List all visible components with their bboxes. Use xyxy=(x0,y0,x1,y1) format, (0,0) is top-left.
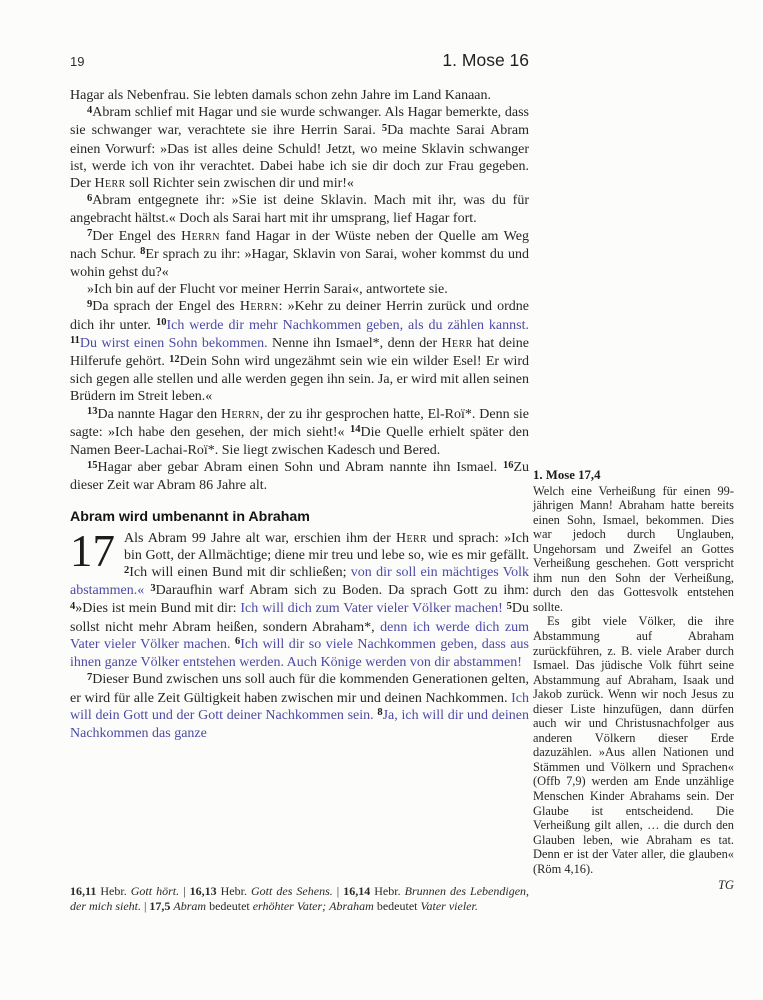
text-run: | xyxy=(179,884,190,898)
verse-number: 5 xyxy=(381,122,388,134)
text-run: Es gibt viele Völker, die ihre Abstammung auf Abraham zurückführen, z. B. viele Araber durch Ismael. Das jüdische Volk führt seine Abstammung auf Abraham, Isaak und Jakob zurück. Wenn wir noch Jesus zu dieser Liste hinzufügen, dann dürfen auch wir und Christusnachfolger aus anderen Völkern dieser Erde dazuzählen. »Aus allen Nationen und Stämmen und Völkern und Sprachen« (Offb 7,9) werden am Ende unzählige Menschen Kinder Abrahams sein. Der Glaube ist entscheidend. Die Verheißung gilt allen, … die durch den Glauben leben, wie Abraham es tat. Denn er ist der Vater aller, die glauben« (Röm 4,16). xyxy=(533,614,734,876)
verse-number: 3 xyxy=(150,582,156,594)
verse-number: 9 xyxy=(87,298,93,310)
verse-number: 12 xyxy=(169,353,180,365)
text-run: Gott des Sehens. xyxy=(251,884,333,898)
text-run: Herr xyxy=(94,176,126,192)
text-run: Da sprach der Engel des xyxy=(92,299,240,315)
text-run: Abram schlief mit Hagar und sie wurde schwanger. Als Hagar bemerkte, dass sie schwanger war, verachtete sie ihre Herrin Sarai. xyxy=(70,105,529,139)
verse-number: 4 xyxy=(70,600,76,612)
commentary-author-initials: TG xyxy=(718,878,734,893)
text-run: Ja, ich will dir und deinen Nachkommen das ganze xyxy=(70,707,529,741)
text-run: | xyxy=(141,899,150,914)
page-header xyxy=(70,50,529,71)
text-run: und sprach: »Ich bin Gott, der Allmächtige; diene mir treu und lebe so, wie es mir gefällt. xyxy=(124,530,529,563)
paragraph xyxy=(533,484,734,615)
scripture-column xyxy=(70,87,529,742)
verse-number: 6 xyxy=(234,636,241,648)
text-run: 16,11 xyxy=(70,884,97,898)
text-run: Da nannte Hagar den xyxy=(97,406,222,422)
verse-number: 8 xyxy=(377,707,383,719)
text-run: Abram xyxy=(173,899,207,914)
verse-number: 5 xyxy=(506,600,512,612)
text-run: Abram entgegnete ihr: »Sie ist deine Sklavin. Mach mit ihr, was du für angebracht hältst.« Doch als Sarai hart mit ihr umsprang, lief Hagar fort. xyxy=(70,193,529,227)
text-run: Als Abram 99 Jahre alt war, erschien ihm der xyxy=(124,530,396,546)
text-run: Hagar aber gebar Abram einen Sohn und Abram nannte ihn Ismael. xyxy=(97,460,503,476)
verse-number: 10 xyxy=(155,317,167,329)
paragraph xyxy=(70,459,529,494)
text-run: Welch eine Verheißung für einen 99-jährigen Mann! Abraham hatte bereits einen Sohn, Ismael, bekommen. Dies war jedoch durch Unglauben, Ungehorsam und Zweifel an Gottes Verheißung geschehen. Gott verspricht ihm nun den Sohn der Verheißung, durch den das Gottesvolk entstehen sollte. xyxy=(533,483,734,614)
running-head: 1. Mose 16 xyxy=(442,50,529,70)
text-run: hat deine Hilferufe gehört. xyxy=(70,335,530,370)
verse-number: 16 xyxy=(502,459,514,471)
text-run: Nenne ihn Ismael*, denn der xyxy=(267,335,442,351)
text-run: Daraufhin warf Abram sich zu Boden. Da sprach Gott zu ihm: xyxy=(155,583,529,599)
text-run: Da machte Sarai Abram einen Vorwurf: »Das ist alles deine Schuld! Jetzt, wo meine Sklavin schwanger ist, werde ich von ihr verachtet. Dabei habe ich sie dir doch zur Frau gegeben. Der xyxy=(70,123,529,192)
text-run: Brunnen des Lebendigen, der mich sieht. xyxy=(70,884,530,914)
text-run: Er sprach zu ihr: »Hagar, Sklavin von Sarai, woher kommst du und wohin gehst du?« xyxy=(70,246,529,281)
verse-number: 15 xyxy=(87,459,98,471)
verse-number: 2 xyxy=(124,564,130,576)
text-run: : »Kehr zu deiner Herrin zurück und ordne dich ihr unter. xyxy=(70,299,529,333)
text-run: Dieser Bund zwischen uns soll auch für die kommenden Generationen gelten, er wird für alle Zeit Gültigkeit haben zwischen mir und deinen Nachkommen. xyxy=(70,672,529,706)
text-run: Hebr. xyxy=(96,884,131,898)
text-run: Ich will dich zum Vater vieler Völker machen! xyxy=(240,601,503,617)
text-run: Herrn xyxy=(221,406,260,422)
text-run: »Ich bin auf der Flucht vor meiner Herrin Sarai«, antwortete sie. xyxy=(87,282,448,298)
text-run: »Dies ist mein Bund mit dir: xyxy=(75,601,241,617)
text-run: Abraham xyxy=(329,899,374,914)
paragraph xyxy=(70,104,529,192)
footnotes xyxy=(70,884,529,914)
verse-number: 8 xyxy=(140,246,146,258)
paragraph xyxy=(70,406,529,460)
chapter-number: 17 xyxy=(70,525,115,576)
text-run: Hagar als Nebenfrau. Sie lebten damals schon zehn Jahre im Land Kanaan. xyxy=(70,88,492,103)
paragraph xyxy=(70,298,529,405)
verse-number: 11 xyxy=(70,335,80,347)
text-run: Der Engel des xyxy=(92,228,182,244)
text-run: soll Richter sein zwischen dir und mir!« xyxy=(125,176,354,192)
text-run: Du sollst nicht mehr Abram heißen, sondern Abraham*, xyxy=(70,601,530,635)
text-run: Hebr. xyxy=(216,884,252,898)
paragraph xyxy=(70,228,529,282)
verse-number: 14 xyxy=(349,424,361,436)
text-run: Ich werde dir mehr Nachkommen geben, als du zählen kannst. xyxy=(166,317,529,333)
text-run: Vater vieler. xyxy=(420,899,478,914)
paragraph xyxy=(70,281,529,298)
text-run: Ich will dein Gott und der Gott deiner Nachkommen sein. xyxy=(70,690,529,723)
text-run: Dein Sohn wird ungezähmt sein wie ein wilder Esel! Er wird sich gegen alle stellen und alle werden gegen ihn sein. Ja, er wird mit allen seinen Brüdern im Streit leben.« xyxy=(70,354,529,405)
text-run: Ich will einen Bund mit dir schließen; xyxy=(129,565,351,581)
section-heading: Abram wird umbenannt in Abraham xyxy=(70,508,310,525)
text-run: Ich will dir so viele Nachkommen geben, dass aus ihnen ganze Völker entstehen werden. Auch Könige werden von dir abstammen! xyxy=(70,636,530,671)
text-run: Die Quelle erhielt später den Namen Beer-Lachai-Roï*. Sie liegt zwischen Kadesch und Bered. xyxy=(70,424,529,459)
verse-number: 13 xyxy=(87,406,98,418)
text-run: von dir soll ein mächtiges Volk abstammen.« xyxy=(70,565,529,599)
text-run: Herrn xyxy=(181,228,220,244)
text-run: 17,5 xyxy=(149,899,171,914)
text-run: Du wirst einen Sohn bekommen. xyxy=(79,335,268,351)
page-number: 19 xyxy=(70,54,85,69)
verse-number: 4 xyxy=(87,104,93,116)
commentary-text xyxy=(533,484,734,877)
text-run: Gott hört. xyxy=(130,884,180,898)
chapter17-opening-runs xyxy=(70,525,530,671)
text-run: Hebr. xyxy=(370,884,405,898)
verse-number: 7 xyxy=(87,228,93,240)
text-run: Zu dieser Zeit war Abram 86 Jahre alt. xyxy=(70,460,529,494)
verse-number: 6 xyxy=(87,192,93,204)
commentary-heading: 1. Mose 17,4 xyxy=(533,468,601,482)
paragraph xyxy=(70,671,529,742)
text-run: , der zu ihr gesprochen hatte, El-Roï*. Denn sie sagte: »Ich habe den gesehen, der mich sieht!« xyxy=(70,406,530,440)
paragraph xyxy=(533,614,734,876)
text-run: Herr xyxy=(441,335,473,351)
text-run: Herrn xyxy=(239,299,279,315)
text-run: Herr xyxy=(395,530,428,546)
text-run: bedeutet xyxy=(373,899,421,914)
text-run: 16,13 xyxy=(189,884,217,898)
paragraph xyxy=(70,192,529,227)
paragraph xyxy=(70,87,529,104)
text-run: | xyxy=(332,884,344,898)
text-run: denn ich werde dich zum Vater vieler Völker machen. xyxy=(70,619,530,652)
text-run: fand Hagar in der Wüste neben der Quelle am Weg nach Schur. xyxy=(70,228,529,262)
text-run: bedeutet xyxy=(206,899,253,914)
text-run: 16,14 xyxy=(343,884,371,898)
chapter17-opening-paragraph xyxy=(70,525,530,672)
chapter16-text xyxy=(70,87,529,495)
verse-number: 7 xyxy=(87,671,93,683)
text-run: erhöhter Vater; xyxy=(252,899,327,914)
commentary-sidebar xyxy=(533,468,734,893)
chapter17-text xyxy=(70,671,529,742)
